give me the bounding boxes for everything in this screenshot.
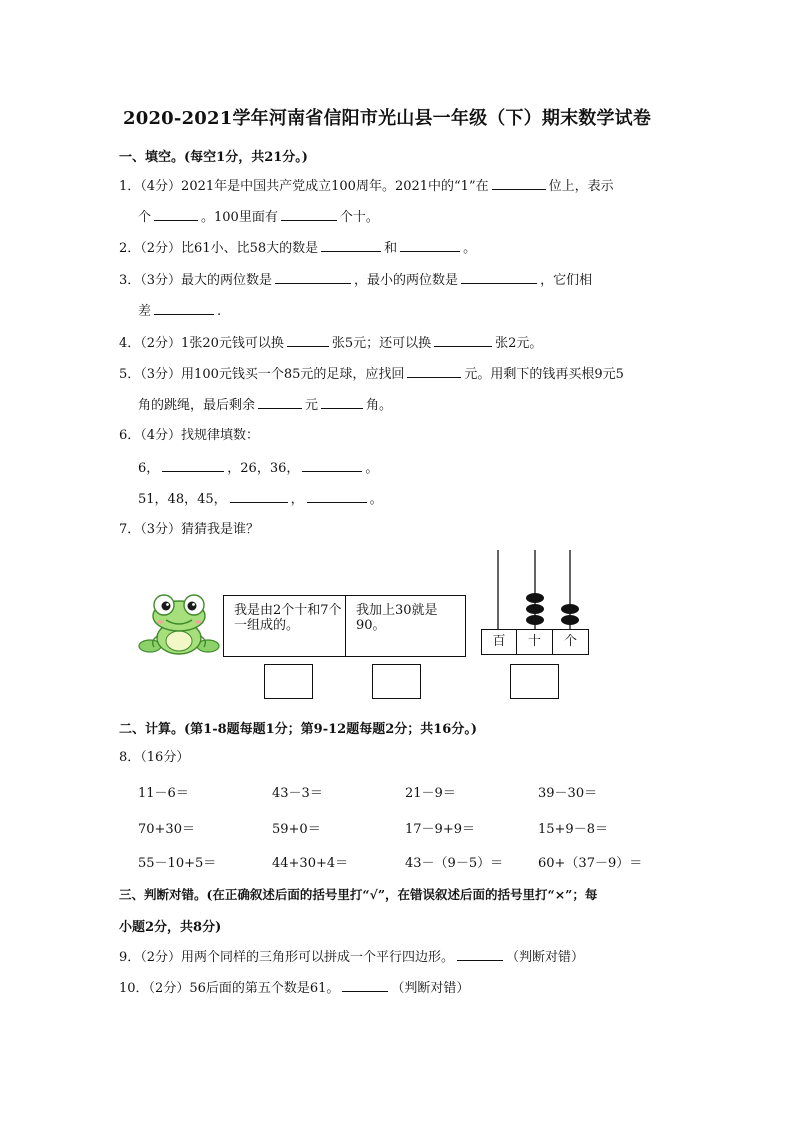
- answer-box-2[interactable]: [372, 664, 421, 699]
- section-2-heading: 二、计算。(第1-8题每题1分；第9-12题每题2分；共16分。): [119, 722, 478, 737]
- question-5: 5．（3分）用100元钱买一个85元的足球，应找回 元。用剩下的钱再买根9元5: [119, 367, 624, 382]
- answer-blank[interactable]: [154, 302, 214, 315]
- question-1: 1．（4分）2021年是中国共产党成立100周年。2021中的“1”在 位上，表示: [119, 179, 614, 194]
- calc-item: 43－3＝: [272, 786, 323, 801]
- answer-blank[interactable]: [321, 239, 381, 252]
- calc-item: 59+0＝: [272, 822, 321, 837]
- question-8: 8．（16分）: [119, 750, 190, 765]
- calc-item: 55－10+5＝: [138, 856, 217, 871]
- section-3-heading: 三、判断对错。(在正确叙述后面的括号里打“√”，在错误叙述后面的括号里打“×”；每: [119, 887, 598, 902]
- answer-blank[interactable]: [281, 208, 337, 221]
- answer-blank[interactable]: [342, 979, 388, 992]
- calc-item: 44+30+4＝: [272, 856, 349, 871]
- answer-blank[interactable]: [230, 490, 288, 503]
- answer-blank[interactable]: [154, 208, 198, 221]
- calc-item: 60+（37－9）＝: [538, 856, 643, 871]
- calc-item: 70+30＝: [138, 822, 195, 837]
- calc-item: 39－30＝: [538, 786, 598, 801]
- question-6-row-1: 6， ，26，36， 。: [138, 461, 379, 476]
- calc-item: 43－（9－5）＝: [405, 856, 504, 871]
- answer-blank[interactable]: [258, 396, 302, 409]
- answer-blank[interactable]: [321, 396, 363, 409]
- answer-blank[interactable]: [492, 177, 546, 190]
- answer-blank[interactable]: [302, 459, 362, 472]
- question-6-row-2: 51，48，45， ， 。: [138, 492, 383, 507]
- answer-blank[interactable]: [407, 365, 461, 378]
- question-10: 10．（2分）56后面的第五个数是61。 （判断对错）: [119, 981, 470, 996]
- question-6: 6．（4分）找规律填数：: [119, 428, 260, 443]
- question-1-cont: 个 。100里面有 个十。: [138, 210, 379, 225]
- question-5-cont: 角的跳绳，最后剩余 元 角。: [138, 398, 393, 413]
- calc-item: 17－9+9＝: [405, 822, 475, 837]
- page-title: 2020-2021学年河南省信阳市光山县一年级（下）期末数学试卷: [123, 108, 652, 129]
- abacus-hundreds-label: 百: [481, 629, 517, 655]
- answer-blank[interactable]: [457, 948, 503, 961]
- abacus-tens-label: 十: [516, 629, 553, 655]
- question-4: 4．（2分）1张20元钱可以换 张5元；还可以换 张2元。: [119, 336, 543, 351]
- question-3-cont: 差 .: [138, 304, 222, 319]
- calc-item: 21－9＝: [405, 786, 456, 801]
- calc-item: 15+9－8＝: [538, 822, 608, 837]
- answer-blank[interactable]: [307, 490, 367, 503]
- abacus-illustration: [480, 548, 590, 630]
- section-1-heading: 一、填空。(每空1分，共21分。): [119, 150, 308, 165]
- riddle-box-2: 我加上30就是90。: [345, 595, 466, 657]
- question-9: 9．（2分）用两个同样的三角形可以拼成一个平行四边形。 （判断对错）: [119, 950, 585, 965]
- question-7: 7．（3分）猜猜我是谁？: [119, 522, 260, 537]
- answer-blank[interactable]: [287, 334, 329, 347]
- answer-blank[interactable]: [162, 459, 224, 472]
- abacus-ones-label: 个: [552, 629, 589, 655]
- section-3-heading-cont: 小题2分，共8分): [119, 920, 222, 935]
- frog-illustration: [136, 592, 222, 658]
- question-2: 2．（2分）比61小、比58大的数是 和 。: [119, 241, 477, 256]
- answer-box-3[interactable]: [510, 664, 559, 699]
- question-3: 3．（3分）最大的两位数是 ，最小的两位数是 ，它们相: [119, 273, 593, 288]
- riddle-box-1: 我是由2个十和7个一组成的。: [223, 595, 346, 657]
- answer-blank[interactable]: [461, 271, 537, 284]
- answer-blank[interactable]: [275, 271, 351, 284]
- answer-blank[interactable]: [400, 239, 460, 252]
- answer-box-1[interactable]: [264, 664, 313, 699]
- answer-blank[interactable]: [434, 334, 492, 347]
- calc-item: 11－6＝: [138, 786, 189, 801]
